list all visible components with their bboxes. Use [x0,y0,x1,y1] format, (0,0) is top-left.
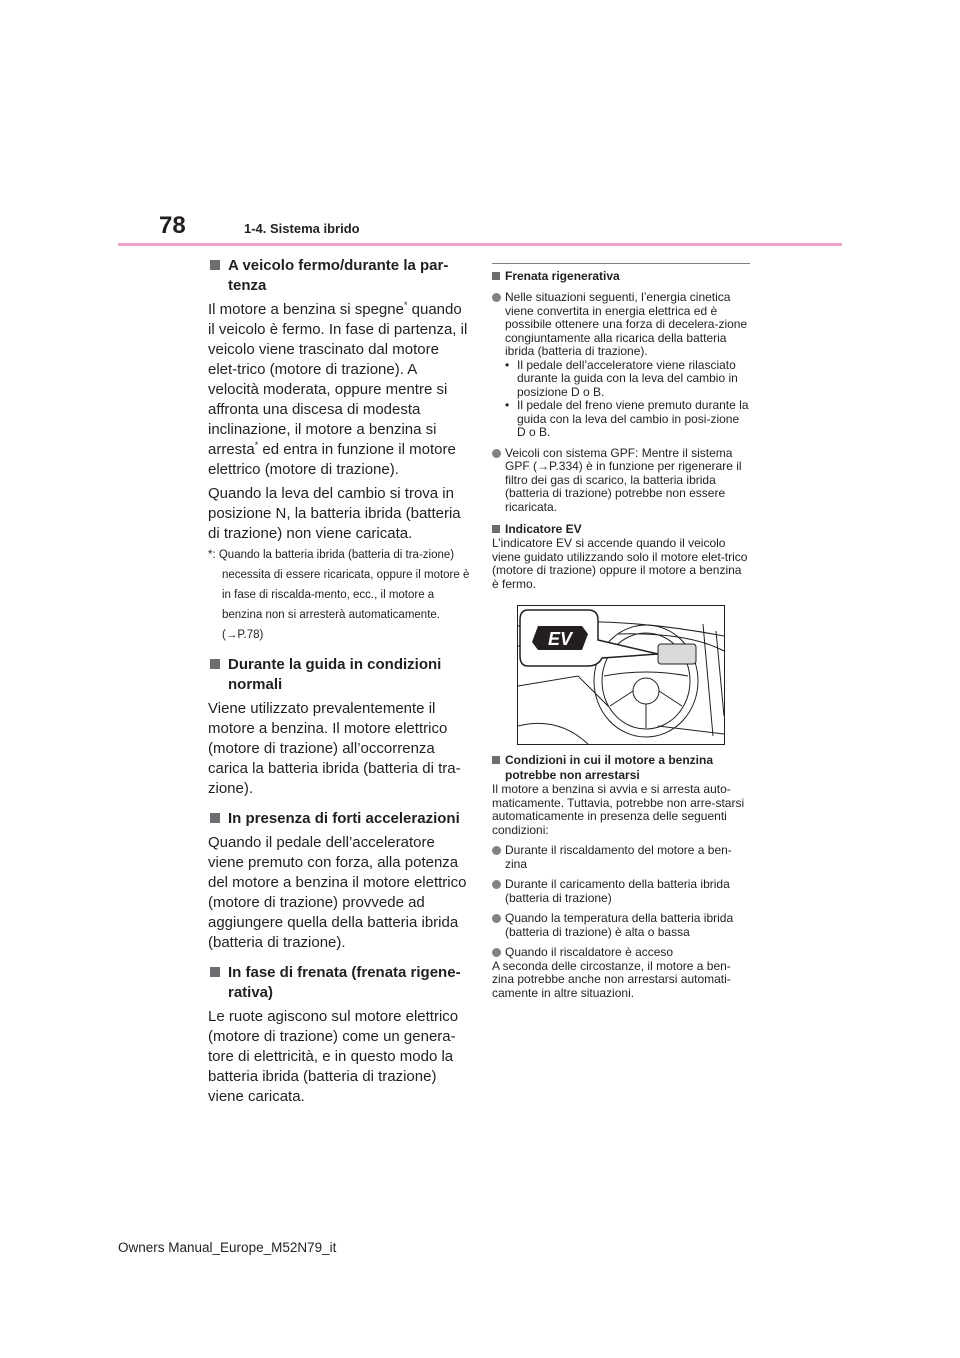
bullet-dot-icon [492,948,501,957]
footnote-marker: * [403,300,408,310]
paragraph: Quando la leva del cambio si trova in posizione N, la batteria ibrida (batteria di trazione) non viene caricata. [208,485,461,542]
bullet-dot-icon [492,880,501,889]
page-number: 78 [159,212,186,239]
heading-braking: In fase di frenata (frenata rigene-rativa) [208,963,470,1003]
footnote: *: Quando la batteria ibrida (batteria di tra-zione) necessita di essere ricaricata, oppure il motore è in fase di riscalda-mento, ecc., il motore a benzina non si arresterà automaticamente. (→P.78) [208,549,470,641]
dashboard-illustration [518,606,724,744]
footer: Owners Manual_Europe_M52N79_it [118,1240,337,1255]
paragraph: Le ruote agiscono sul motore elettrico (motore di trazione) come un genera-tore di elettricità, e in questo modo la batteria ibrida (batteria di trazione) viene caricata. [208,1008,459,1105]
divider [492,263,750,264]
bullet-item: Durante il riscaldamento del motore a ben-zina [492,844,750,871]
paragraph: L’indicatore EV si accende quando il veicolo viene guidato utilizzando solo il motore elet-trico (motore di trazione) oppure il motore a benzina è fermo. [492,536,748,591]
heading-regenerative-braking: Frenata rigenerativa [492,269,750,284]
heading-square-icon [210,813,220,823]
bullet-dot-icon [492,846,501,855]
paragraph: Il motore a benzina si avvia e si arresta auto-maticamente. Tuttavia, potrebbe non arre-starsi automaticamente in presenza delle seguenti condizioni: [492,782,745,837]
heading-strong-acceleration: In presenza di forti accelerazioni [208,809,470,829]
paragraph: A seconda delle circostanze, il motore a ben-zina potrebbe anche non arrestarsi automati-camente in altre situazioni. [492,958,731,1000]
ev-indicator-illustration [517,605,725,745]
bullet-item: Nelle situazioni seguenti, l’energia cinetica viene convertita in energia elettrica ed è possibile ottenere una forza di decelera-zione congiuntamente alla ricarica della batteria ibrida (batteria di trazione). [492,291,750,359]
paragraph: Viene utilizzato prevalentemente il motore a benzina. Il motore elettrico (motore di trazione) all’occorrenza carica la batteria ibrida (batteria di tra-zione). [208,700,461,797]
heading-vehicle-stopped: A veicolo fermo/durante la par-tenza [208,256,470,296]
bullet-item: Quando il riscaldatore è acceso [492,946,750,960]
bullet-dot-icon [492,293,501,302]
bullet-item: Durante il caricamento della batteria ibrida (batteria di trazione) [492,878,750,905]
bullet-item: Veicoli con sistema GPF: Mentre il sistema GPF (→P.334) è in funzione per rigenerare il filtro dei gas di scarico, la batteria ibrida (batteria di trazione) potrebbe non essere ricaricata. [492,447,750,515]
heading-square-icon [492,525,500,533]
left-column [208,256,470,1107]
heading-square-icon [492,756,500,764]
heading-square-icon [492,272,500,280]
right-column [492,263,750,1000]
sub-bullet-item: • Il pedale dell’acceleratore viene rilasciato durante la guida con la leva del cambio in posizione D o B. [505,357,738,399]
bullet-dot-icon [492,914,501,923]
paragraph: Il motore a benzina si spegne* quando il veicolo è fermo. In fase di partenza, il veicolo viene trascinato dal motore elet-trico (motore di trazione). A velocità moderata, oppure mentre si affronta una discesa di modesta inclinazione, il motore a benzina si arresta* ed entra in funzione il motore elettrico (motore di trazione). [208,300,468,478]
heading-square-icon [210,260,220,270]
heading-engine-not-stopping: Condizioni in cui il motore a benzina potrebbe non arrestarsi [492,753,750,783]
footnote-marker: * [254,440,259,450]
ev-label: EV [547,629,573,649]
heading-normal-driving: Durante la guida in condizioni normali [208,655,470,695]
heading-square-icon [210,659,220,669]
bullet-item: Quando la temperatura della batteria ibrida (batteria di trazione) è alta o bassa [492,912,750,939]
heading-ev-indicator: Indicatore EV [492,522,750,537]
bullet-dot-icon [492,449,501,458]
section-title: 1-4. Sistema ibrido [244,221,360,236]
header-rule [118,243,842,246]
sub-bullet-item: • Il pedale del freno viene premuto durante la guida con la leva del cambio in posi-zione D o B. [505,398,749,439]
heading-square-icon [210,967,220,977]
paragraph: Quando il pedale dell’acceleratore viene premuto con forza, alla potenza del motore a benzina il motore elettrico (motore di trazione) provvede ad aggiungere quella della batteria ibrida (batteria di trazione). [208,834,467,951]
